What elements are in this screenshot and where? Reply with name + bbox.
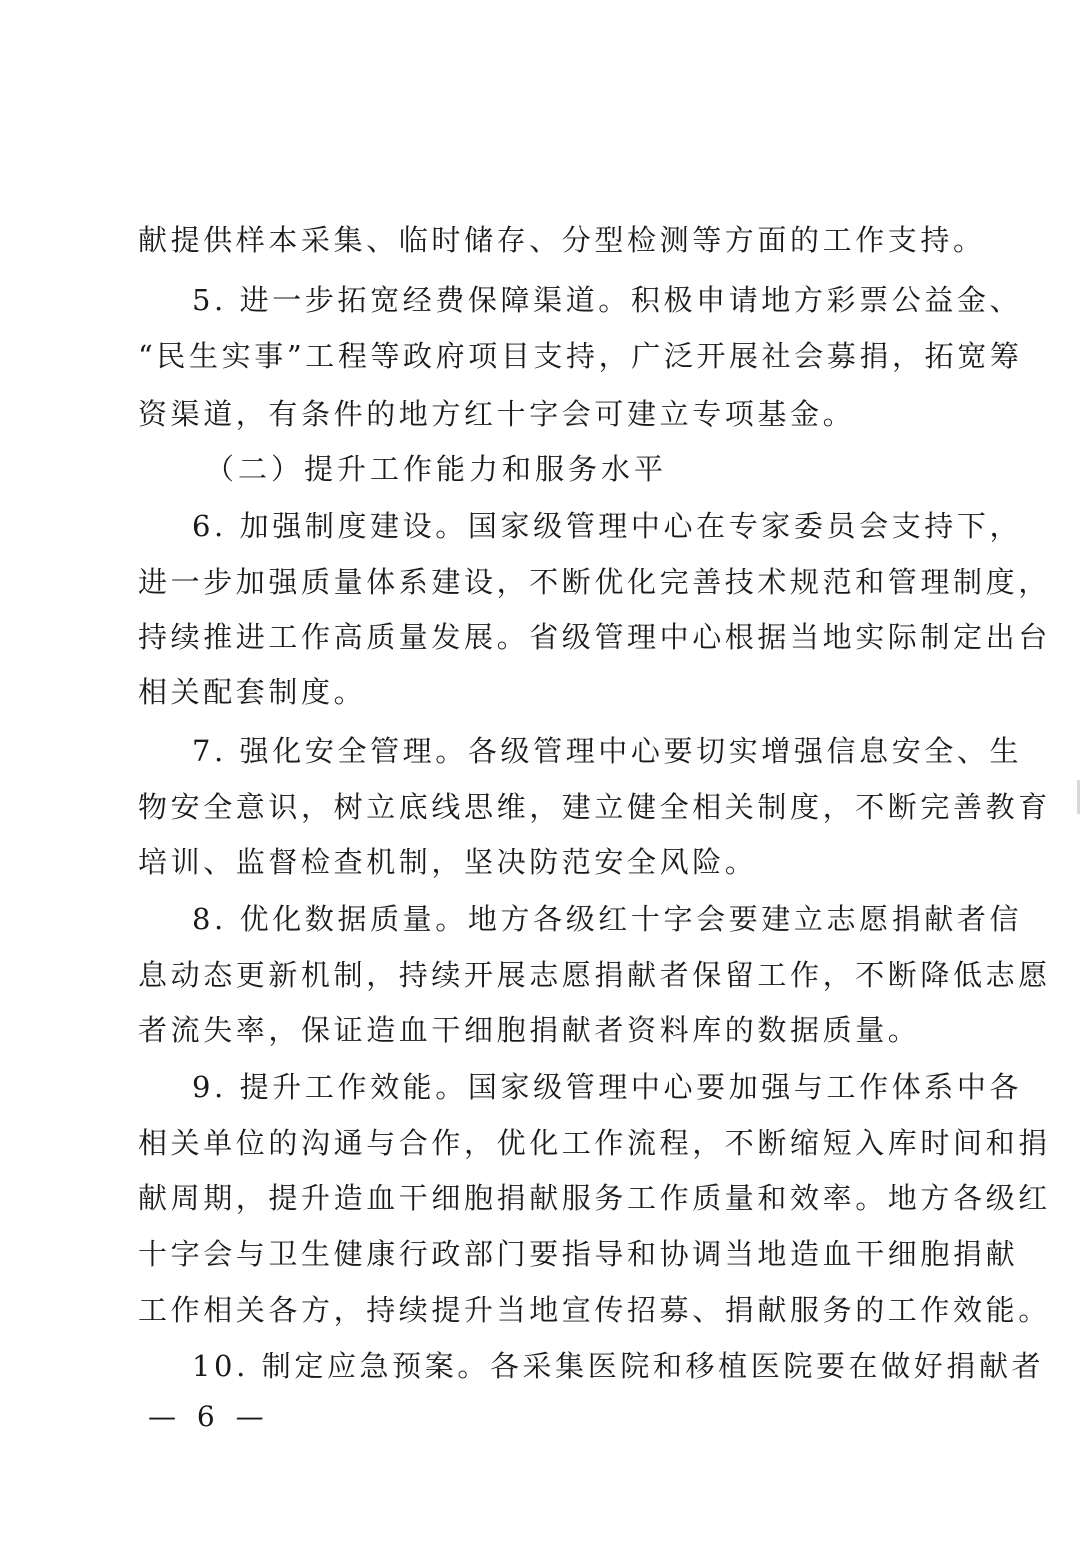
text-line: 息动态更新机制，持续开展志愿捐献者保留工作，不断降低志愿 [138,958,1051,992]
text-line: “民生实事”工程等政府项目支持，广泛开展社会募捐，拓宽筹 [138,339,1023,373]
text-line: 献周期，提升造血干细胞捐献服务工作质量和效率。地方各级红 [138,1181,1051,1215]
text-line: 持续推进工作高质量发展。省级管理中心根据当地实际制定出台 [138,620,1051,654]
text-line: 7. 强化安全管理。各级管理中心要切实增强信息安全、生 [192,734,1023,768]
text-line: 十字会与卫生健康行政部门要指导和协调当地造血干细胞捐献 [138,1237,1019,1271]
text-line: 者流失率，保证造血干细胞捐献者资料库的数据质量。 [138,1013,921,1047]
text-line: 培训、监督检查机制，坚决防范安全风险。 [138,845,758,879]
text-line: 8. 优化数据质量。地方各级红十字会要建立志愿捐献者信 [192,902,1023,936]
text-line: 资渠道，有条件的地方红十字会可建立专项基金。 [138,397,856,431]
text-line: 6. 加强制度建设。国家级管理中心在专家委员会支持下， [192,509,1023,543]
page-number: — 6 — [148,1400,270,1433]
section-heading: （二）提升工作能力和服务水平 [205,452,668,486]
text-line: 物安全意识，树立底线思维，建立健全相关制度，不断完善教育 [138,790,1051,824]
text-line: 相关配套制度。 [138,675,367,709]
text-line: 5. 进一步拓宽经费保障渠道。积极申请地方彩票公益金、 [192,283,1023,317]
text-line: 进一步加强质量体系建设，不断优化完善技术规范和管理制度， [138,565,1051,599]
text-line: 工作相关各方，持续提升当地宣传招募、捐献服务的工作效能。 [138,1293,1051,1327]
text-line: 献提供样本采集、临时储存、分型检测等方面的工作支持。 [138,223,986,257]
text-line: 相关单位的沟通与合作，优化工作流程，不断缩短入库时间和捐 [138,1126,1051,1160]
text-line: 10. 制定应急预案。各采集医院和移植医院要在做好捐献者 [192,1349,1045,1383]
text-line: 9. 提升工作效能。国家级管理中心要加强与工作体系中各 [192,1070,1023,1104]
